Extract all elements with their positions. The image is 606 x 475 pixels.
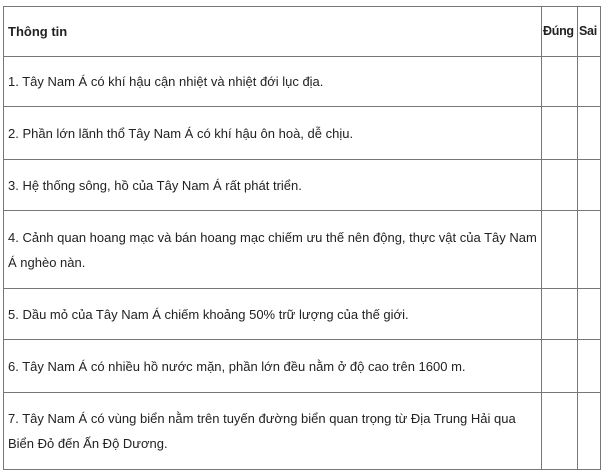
table-row <box>4 107 601 160</box>
sai-answer-cell[interactable] <box>578 107 601 160</box>
statement-cell: 4. Cảnh quan hoang mạc và bán hoang mạc chiếm ưu thế nên động, thực vật của Tây Nam Á nghèo nàn. <box>4 211 542 289</box>
sai-answer-cell[interactable] <box>578 57 601 107</box>
table-row <box>4 160 601 211</box>
dung-answer-cell[interactable] <box>542 107 578 160</box>
statement-cell: 2. Phần lớn lãnh thổ Tây Nam Á có khí hậu ôn hoà, dễ chịu. <box>4 107 542 160</box>
sai-answer-cell[interactable] <box>578 289 601 340</box>
header-info: Thông tin <box>4 7 542 57</box>
table-row <box>4 57 601 107</box>
table-row <box>4 211 601 289</box>
dung-answer-cell[interactable] <box>542 289 578 340</box>
true-false-table <box>3 6 601 470</box>
sai-answer-cell[interactable] <box>578 160 601 211</box>
sai-answer-cell[interactable] <box>578 393 601 470</box>
dung-answer-cell[interactable] <box>542 340 578 393</box>
table-row <box>4 289 601 340</box>
statement-cell: 3. Hệ thống sông, hồ của Tây Nam Á rất phát triển. <box>4 160 542 211</box>
table-header-row <box>4 7 601 57</box>
table-row <box>4 340 601 393</box>
true-false-table-container <box>3 6 601 470</box>
table-row <box>4 393 601 470</box>
dung-answer-cell[interactable] <box>542 393 578 470</box>
statement-cell: 1. Tây Nam Á có khí hậu cận nhiệt và nhiệt đới lục địa. <box>4 57 542 107</box>
header-sai: Sai <box>578 7 601 57</box>
dung-answer-cell[interactable] <box>542 57 578 107</box>
dung-answer-cell[interactable] <box>542 160 578 211</box>
header-dung: Đúng <box>542 7 578 57</box>
statement-cell: 7. Tây Nam Á có vùng biển nằm trên tuyến đường biển quan trọng từ Địa Trung Hải qua Biển Đỏ đến Ấn Độ Dương. <box>4 393 542 470</box>
dung-answer-cell[interactable] <box>542 211 578 289</box>
sai-answer-cell[interactable] <box>578 340 601 393</box>
statement-cell: 5. Dầu mỏ của Tây Nam Á chiếm khoảng 50% trữ lượng của thế giới. <box>4 289 542 340</box>
sai-answer-cell[interactable] <box>578 211 601 289</box>
statement-cell: 6. Tây Nam Á có nhiều hồ nước mặn, phần lớn đều nằm ở độ cao trên 1600 m. <box>4 340 542 393</box>
